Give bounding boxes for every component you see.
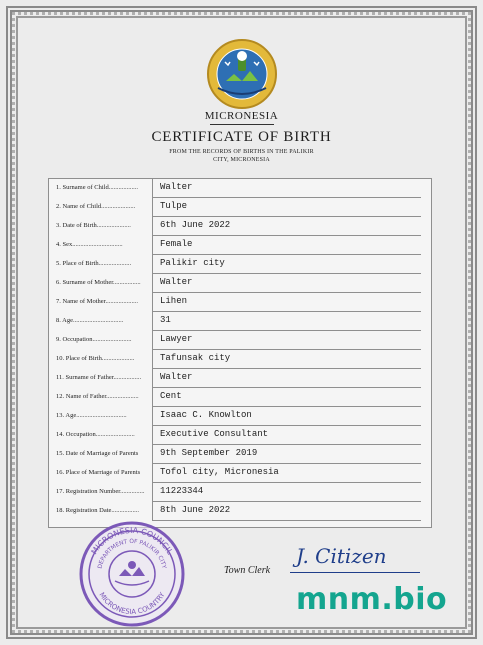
record-divider [152, 312, 153, 331]
record-divider [152, 255, 153, 274]
record-label: 13. Age............................... [56, 412, 127, 419]
record-label: 3. Date of Birth..................... [56, 222, 131, 229]
record-value: Tulpe [160, 201, 188, 211]
record-divider [152, 331, 153, 350]
record-row [49, 255, 431, 274]
record-divider [152, 388, 153, 407]
record-label: 14. Occupation........................ [56, 431, 135, 438]
record-divider [152, 350, 153, 369]
record-divider [152, 217, 153, 236]
record-divider [152, 198, 153, 217]
record-label: 18. Registration Date................. [56, 507, 140, 514]
record-row [49, 198, 431, 217]
clerk-signature: J. Citizen [296, 544, 387, 568]
record-value: Cent [160, 391, 182, 401]
signature-line [290, 572, 420, 573]
record-row [49, 179, 431, 198]
record-row [49, 369, 431, 388]
record-divider [152, 445, 153, 464]
record-divider [152, 274, 153, 293]
record-row [49, 464, 431, 483]
record-value: 11223344 [160, 486, 204, 496]
record-label: 12. Name of Father.................... [56, 393, 139, 400]
record-row [49, 426, 431, 445]
record-value: Isaac C. Knowlton [160, 410, 252, 420]
record-value: Lihen [160, 296, 188, 306]
record-row [49, 312, 431, 331]
record-label: 10. Place of Birth.................... [56, 355, 135, 362]
record-value: Palikir city [160, 258, 225, 268]
record-label: 4. Sex............................... [56, 241, 123, 248]
country-name: MICRONESIA [204, 110, 279, 122]
record-row [49, 483, 431, 502]
record-row [49, 217, 431, 236]
record-divider [152, 426, 153, 445]
official-stamp [77, 519, 187, 629]
record-label: 6. Surname of Mother................. [56, 279, 141, 286]
record-label: 8. Age............................... [56, 317, 124, 324]
record-value: Tafunsak city [160, 353, 231, 363]
record-label: 2. Name of Child..................... [56, 203, 136, 210]
record-label: 16. Place of Marriage of Parents [56, 469, 141, 476]
record-label: 5. Place of Birth.................... [56, 260, 132, 267]
record-value: Female [160, 239, 193, 249]
record-label: 7. Name of Mother.................... [56, 298, 138, 305]
record-value: Walter [160, 182, 193, 192]
record-label: 15. Date of Marriage of Parents [56, 450, 139, 457]
record-value: Tofol city, Micronesia [160, 467, 279, 477]
record-value: 9th September 2019 [160, 448, 258, 458]
record-label: 1. Surname of Child.................. [56, 184, 138, 191]
record-line [153, 520, 421, 521]
record-divider [152, 369, 153, 388]
birth-record-table [48, 178, 432, 528]
record-label: 11. Surname of Father................. [56, 374, 142, 381]
record-label: 17. Registration Number............... [56, 488, 145, 495]
record-row [49, 445, 431, 464]
stamp-middle-text: DEPARTMENT OF PALIKIR CITY [97, 538, 167, 570]
record-label: 9. Occupation........................ [56, 336, 132, 343]
record-value: Walter [160, 372, 193, 382]
record-divider [152, 293, 153, 312]
country-underline [210, 124, 274, 125]
record-divider [152, 179, 153, 198]
town-clerk-label: Town Clerk [224, 565, 271, 576]
stamp-top-text: MICRONESIA COUNCIL [89, 525, 175, 557]
record-row [49, 407, 431, 426]
record-row [49, 350, 431, 369]
record-divider [152, 236, 153, 255]
record-divider [152, 407, 153, 426]
record-row [49, 388, 431, 407]
subtitle-line-1: FROM THE RECORDS OF BIRTHS IN THE PALIKIR [169, 149, 314, 155]
watermark-logo: mnm.bio [296, 582, 448, 617]
record-value: Walter [160, 277, 193, 287]
record-divider [152, 483, 153, 502]
stamp-bottom-text: MICRONESIA COUNTRY [97, 591, 167, 617]
record-row [49, 274, 431, 293]
government-seal [206, 38, 278, 110]
record-value: 31 [160, 315, 171, 325]
subtitle-line-2: CITY, MICRONESIA [213, 157, 270, 163]
record-row [49, 293, 431, 312]
record-row [49, 331, 431, 350]
certificate-title: CERTIFICATE OF BIRTH [151, 129, 332, 145]
record-value: 8th June 2022 [160, 505, 231, 515]
record-divider [152, 464, 153, 483]
record-value: Lawyer [160, 334, 193, 344]
record-value: 6th June 2022 [160, 220, 231, 230]
record-row [49, 236, 431, 255]
record-value: Executive Consultant [160, 429, 269, 439]
